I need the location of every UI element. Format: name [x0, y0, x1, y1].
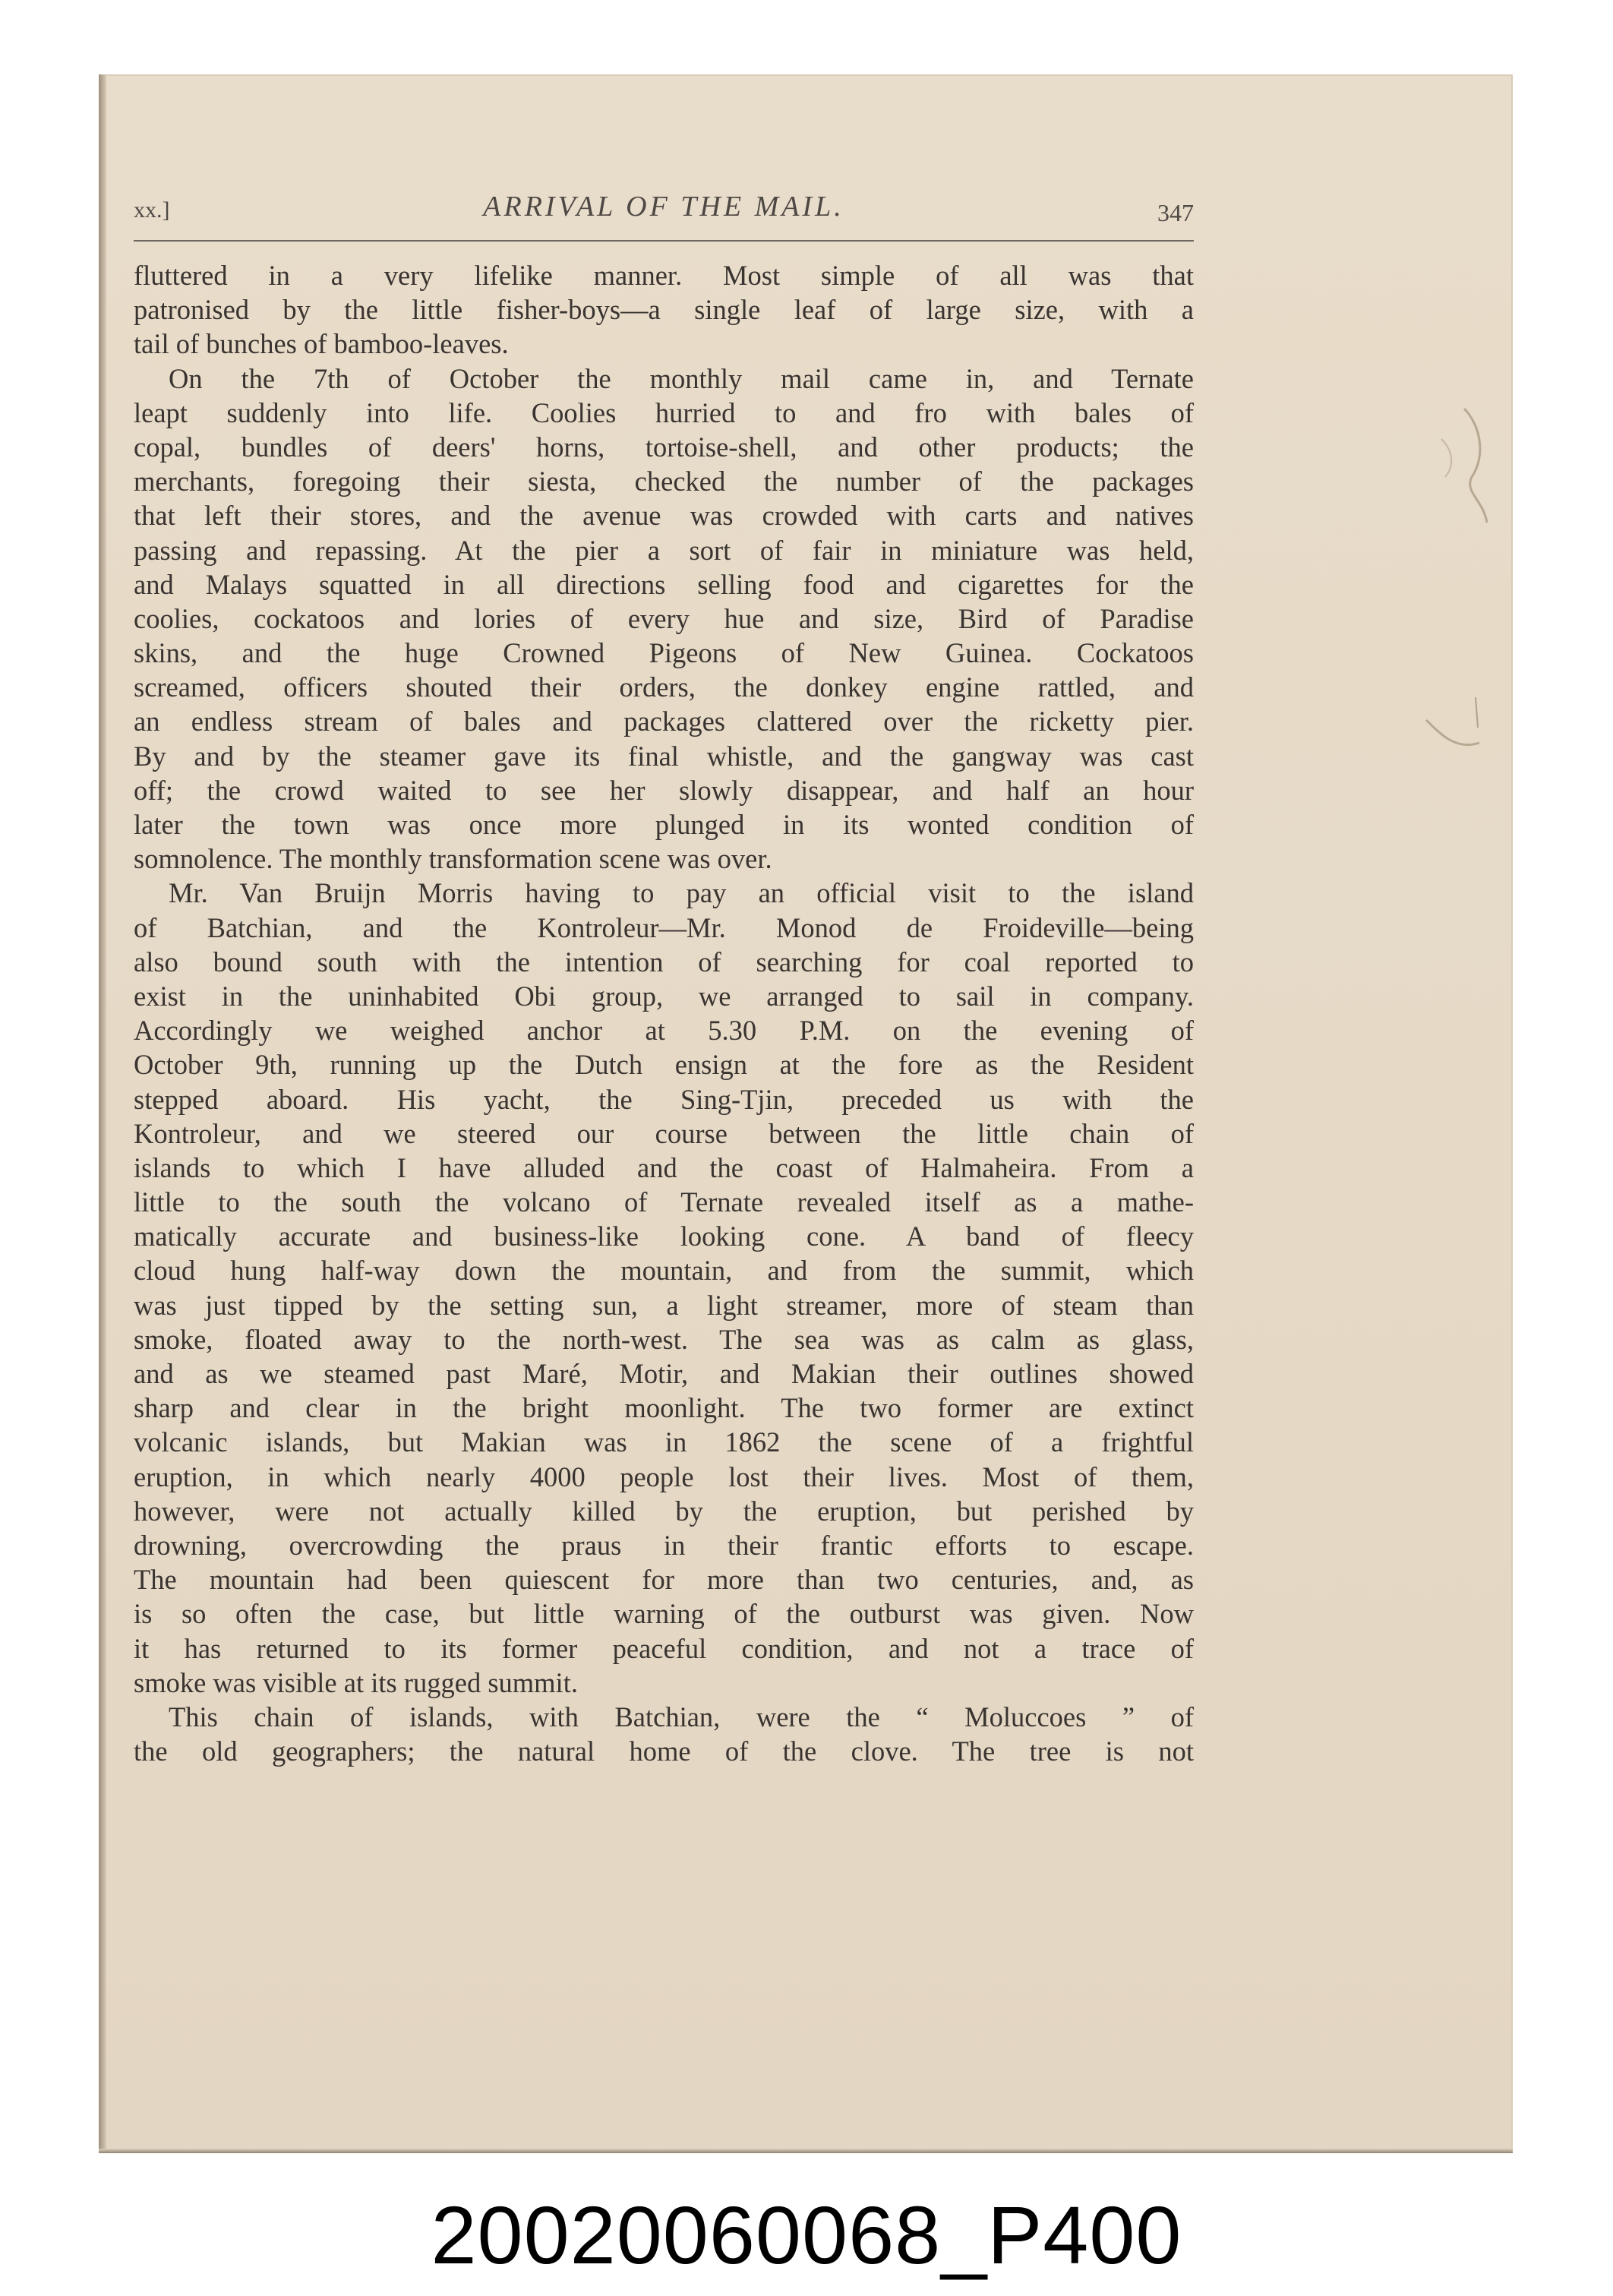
text-line: passing and repassing. At the pier a sort of fair in miniature was held,: [134, 534, 1194, 566]
text-line: patronised by the little fisher-boys—a single leaf of large size, with a: [134, 294, 1194, 326]
running-head: [134, 190, 1194, 235]
paragraph: [134, 876, 1194, 1700]
text-line: October 9th, running up the Dutch ensign at the fore as the Resident: [134, 1049, 1194, 1081]
text-line: Mr. Van Bruijn Morris having to pay an official visit to the island: [169, 877, 1194, 909]
running-title: ARRIVAL OF THE MAIL.: [483, 191, 844, 223]
text-line: that left their stores, and the avenue was crowded with carts and natives: [134, 500, 1194, 532]
text-line: the old geographers; the natural home of the clove. The tree is not: [134, 1735, 1194, 1767]
page-number: 347: [1157, 199, 1194, 226]
text-line: stepped aboard. His yacht, the Sing-Tjin, preceded us with the: [134, 1083, 1194, 1115]
text-line: islands to which I have alluded and the coast of Halmaheira. From a: [134, 1151, 1194, 1183]
paragraph: [134, 1700, 1194, 1768]
text-line: somnolence. The monthly transformation scene was over.: [134, 843, 772, 875]
text-line: it has returned to its former peaceful condition, and not a trace of: [134, 1632, 1194, 1664]
text-line: of Batchian, and the Kontroleur—Mr. Monod de Froideville—being: [134, 911, 1194, 943]
page-left-edge: [99, 74, 106, 2153]
text-line: copal, bundles of deers' horns, tortoise-shell, and other products; the: [134, 431, 1194, 463]
text-line: fluttered in a very lifelike manner. Most simple of all was that: [134, 260, 1194, 291]
paragraph: [134, 258, 1194, 362]
text-line: and Malays squatted in all directions selling food and cigarettes for the: [134, 568, 1194, 600]
text-line: The mountain had been quiescent for more than two centuries, and, as: [134, 1564, 1194, 1596]
paragraph: [134, 362, 1194, 876]
paper-damage-marks: [1411, 393, 1502, 819]
text-line: matically accurate and business-like looking cone. A band of fleecy: [134, 1221, 1194, 1252]
text-line: smoke was visible at its rugged summit.: [134, 1666, 578, 1698]
chapter-marker: xx.]: [134, 197, 170, 223]
text-line: eruption, in which nearly 4000 people lost their lives. Most of them,: [134, 1461, 1194, 1492]
text-line: Kontroleur, and we steered our course between the little chain of: [134, 1117, 1194, 1149]
text-line: was just tipped by the setting sun, a light streamer, more of steam than: [134, 1289, 1194, 1321]
text-line: By and by the steamer gave its final whistle, and the gangway was cast: [134, 740, 1194, 772]
text-line: merchants, foregoing their siesta, checked the number of the packages: [134, 466, 1194, 497]
body-text: [134, 258, 1194, 1768]
text-line: volcanic islands, but Makian was in 1862 the scene of a frightful: [134, 1426, 1194, 1458]
text-line: coolies, cockatoos and lories of every hue and size, Bird of Paradise: [134, 602, 1194, 634]
text-line: and as we steamed past Maré, Motir, and Makian their outlines showed: [134, 1358, 1194, 1389]
text-line: cloud hung half-way down the mountain, and from the summit, which: [134, 1255, 1194, 1287]
text-line: however, were not actually killed by the eruption, but perished by: [134, 1495, 1194, 1527]
text-line: an endless stream of bales and packages clattered over the ricketty pier.: [134, 706, 1194, 737]
text-line: exist in the uninhabited Obi group, we arranged to sail in company.: [134, 980, 1194, 1012]
text-line: off; the crowd waited to see her slowly disappear, and half an hour: [134, 774, 1194, 806]
catalog-label: 20020060068_P400: [431, 2189, 1182, 2281]
text-line: sharp and clear in the bright moonlight. The two former are extinct: [134, 1392, 1194, 1424]
text-line: tail of bunches of bamboo-leaves.: [134, 328, 509, 360]
text-line: later the town was once more plunged in its wonted condition of: [134, 809, 1194, 840]
text-line: This chain of islands, with Batchian, were the “ Moluccoes ” of: [169, 1701, 1194, 1732]
text-line: smoke, floated away to the north-west. The sea was as calm as glass,: [134, 1323, 1194, 1355]
text-line: skins, and the huge Crowned Pigeons of New Guinea. Cockatoos: [134, 637, 1194, 669]
text-line: Accordingly we weighed anchor at 5.30 P.M. on the evening of: [134, 1015, 1194, 1047]
text-line: leapt suddenly into life. Coolies hurried to and fro with bales of: [134, 396, 1194, 428]
text-line: drowning, overcrowding the praus in their frantic efforts to escape.: [134, 1529, 1194, 1561]
text-line: also bound south with the intention of searching for coal reported to: [134, 946, 1194, 977]
page-bottom-edge: [99, 2149, 1513, 2153]
text-line: is so often the case, but little warning of the outburst was given. Now: [134, 1598, 1194, 1630]
text-line: little to the south the volcano of Ternate revealed itself as a mathe-: [134, 1186, 1194, 1218]
text-line: On the 7th of October the monthly mail came in, and Ternate: [169, 362, 1194, 394]
header-rule: [134, 240, 1194, 242]
text-line: screamed, officers shouted their orders, the donkey engine rattled, and: [134, 671, 1194, 703]
